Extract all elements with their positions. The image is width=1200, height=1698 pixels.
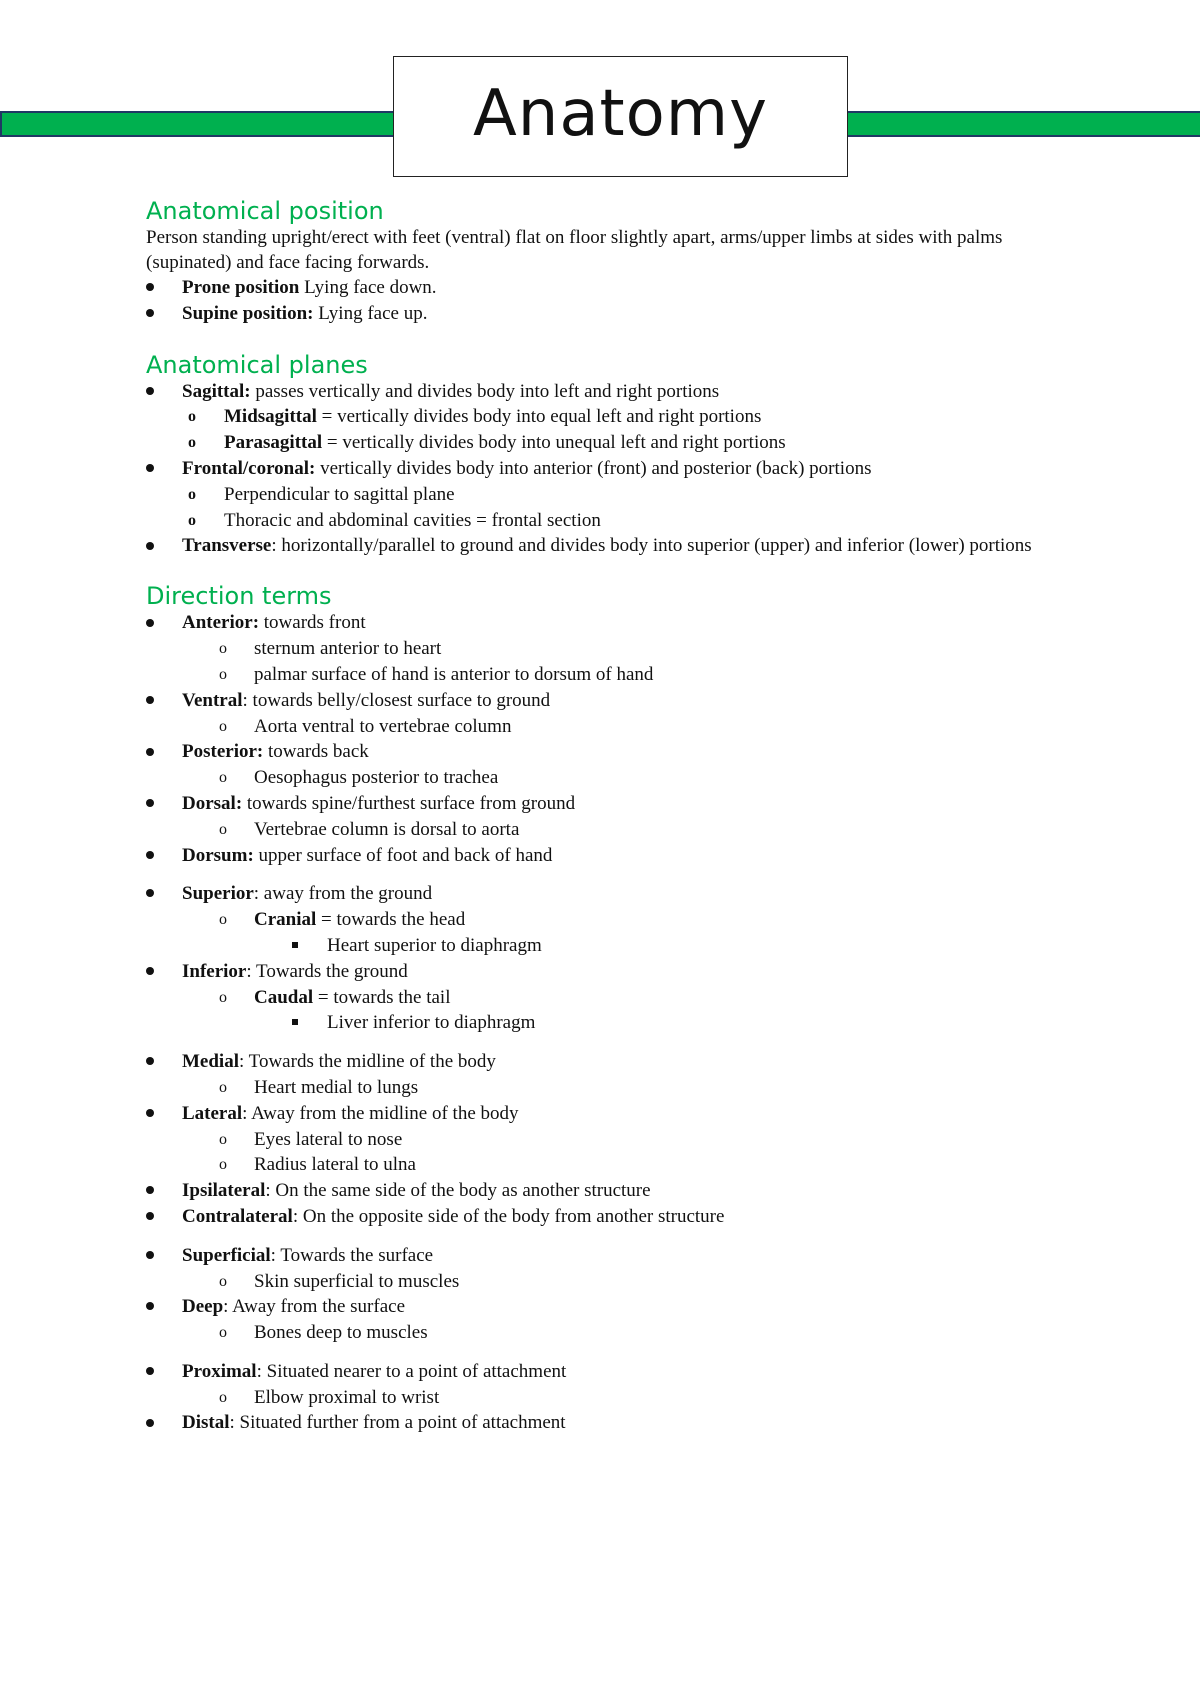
circle-bullet-icon: o xyxy=(219,769,227,787)
bullet-icon xyxy=(146,1178,160,1203)
circle-bullet-icon: o xyxy=(219,717,227,735)
bullet-icon xyxy=(146,843,160,868)
bullet-icon xyxy=(146,739,160,764)
bullet-list xyxy=(146,1359,1066,1436)
sub-list-item: o Vertebrae column is dorsal to aorta xyxy=(219,818,520,840)
list-item: Proximal: Situated nearer to a point of attachment xyxy=(146,1359,1066,1385)
list-item: Lateral: Away from the midline of the body xyxy=(146,1101,1066,1127)
bullet-list xyxy=(146,1049,1066,1230)
circle-bullet-icon: o xyxy=(188,485,196,503)
bullet-icon xyxy=(146,301,160,326)
circle-bullet-icon: o xyxy=(219,1324,227,1342)
bullet-list xyxy=(146,1243,1066,1346)
list-item: Inferior: Towards the ground xyxy=(146,959,1066,985)
section-heading-direction-terms: Direction terms xyxy=(146,582,332,611)
sub-list-item: o palmar surface of hand is anterior to dorsum of hand xyxy=(219,663,654,685)
list-item: Contralateral: On the opposite side of the body from another structure xyxy=(146,1204,1066,1230)
list-item: Dorsum: upper surface of foot and back of hand xyxy=(146,843,1066,869)
bullet-icon xyxy=(146,456,160,481)
bullet-icon xyxy=(146,533,160,558)
list-item: Distal: Situated further from a point of attachment xyxy=(146,1410,1066,1436)
sub-list-item: o Midsagittal = vertically divides body into equal left and right portions xyxy=(188,406,762,428)
bullet-icon xyxy=(146,1049,160,1074)
header-bar-left xyxy=(0,111,395,137)
bullet-list xyxy=(146,379,1066,559)
bullet-icon xyxy=(146,1243,160,1268)
list-item: Posterior: towards back xyxy=(146,739,1066,765)
bullet-icon xyxy=(146,1101,160,1126)
circle-bullet-icon: o xyxy=(219,820,227,838)
list-item: Prone position Lying face down. xyxy=(146,275,1066,301)
circle-bullet-icon: o xyxy=(219,1388,227,1406)
list-item: Medial: Towards the midline of the body xyxy=(146,1049,1066,1075)
list-item: Superior: away from the ground xyxy=(146,881,1066,907)
bullet-icon xyxy=(146,610,160,635)
sub-list-item: o sternum anterior to heart xyxy=(219,638,442,660)
list-item: Frontal/coronal: vertically divides body into anterior (front) and posterior (back) portions xyxy=(146,456,1066,482)
circle-bullet-icon: o xyxy=(219,640,227,658)
bullet-icon xyxy=(146,1359,160,1384)
sub-list-item: o Bones deep to muscles xyxy=(219,1322,428,1344)
list-item: Anterior: towards front xyxy=(146,610,1066,636)
section-heading-anatomical-position: Anatomical position xyxy=(146,197,384,225)
list-item: Ipsilateral: On the same side of the body as another structure xyxy=(146,1178,1066,1204)
bullet-icon xyxy=(146,1204,160,1229)
bullet-icon xyxy=(146,379,160,404)
square-bullet-icon xyxy=(292,1010,298,1035)
list-item: Supine position: Lying face up. xyxy=(146,301,1066,327)
sub-list-item: o Skin superficial to muscles xyxy=(219,1270,460,1292)
bullet-icon xyxy=(146,688,160,713)
bullet-list xyxy=(146,610,1066,868)
bullet-icon xyxy=(146,959,160,984)
sub-list-item: o Radius lateral to ulna xyxy=(219,1154,416,1176)
section-heading-anatomical-planes: Anatomical planes xyxy=(146,350,368,379)
list-item: Superficial: Towards the surface xyxy=(146,1243,1066,1269)
sub-list-item: o Parasagittal = vertically divides body into unequal left and right portions xyxy=(188,432,786,454)
sub-sub-list-item: Heart superior to diaphragm xyxy=(146,933,1066,959)
circle-bullet-icon: o xyxy=(219,1078,227,1096)
sub-list-item: o Thoracic and abdominal cavities = frontal section xyxy=(188,509,601,531)
square-bullet-icon xyxy=(292,933,298,958)
sub-list-item: o Eyes lateral to nose xyxy=(219,1128,403,1150)
document-body xyxy=(146,197,1066,1436)
bullet-icon xyxy=(146,791,160,816)
bullet-icon xyxy=(146,1294,160,1319)
sub-list-item: o Elbow proximal to wrist xyxy=(219,1386,440,1408)
sub-list-item: o Aorta ventral to vertebrae column xyxy=(219,715,512,737)
list-item: Dorsal: towards spine/furthest surface from ground xyxy=(146,791,1066,817)
circle-bullet-icon: o xyxy=(219,1272,227,1290)
bullet-list xyxy=(146,275,1066,327)
circle-bullet-icon: o xyxy=(188,434,196,452)
page-title: Anatomy xyxy=(472,76,769,151)
list-item: Deep: Away from the surface xyxy=(146,1294,1066,1320)
bullet-icon xyxy=(146,1410,160,1435)
section-paragraph: Person standing upright/erect with feet (ventral) flat on floor slightly apart, arms/upper limbs at sides with palms (supinated) and face facing forwards. xyxy=(146,227,1003,273)
list-item: Transverse: horizontally/parallel to ground and divides body into superior (upper) and inferior (lower) portions xyxy=(146,533,1066,558)
circle-bullet-icon: o xyxy=(219,988,227,1006)
circle-bullet-icon: o xyxy=(219,1156,227,1174)
circle-bullet-icon: o xyxy=(188,511,196,529)
circle-bullet-icon: o xyxy=(188,408,196,426)
title-box xyxy=(393,56,848,177)
sub-list-item: o Oesophagus posterior to trachea xyxy=(219,767,499,789)
sub-list-item: o Cranial = towards the head xyxy=(219,909,466,931)
list-item: Sagittal: passes vertically and divides body into left and right portions xyxy=(146,379,1066,405)
bullet-icon xyxy=(146,275,160,300)
header-bar-right xyxy=(846,111,1200,137)
circle-bullet-icon: o xyxy=(219,1130,227,1148)
bullet-icon xyxy=(146,881,160,906)
sub-list-item: o Perpendicular to sagittal plane xyxy=(188,483,455,505)
list-item: Ventral: towards belly/closest surface to ground xyxy=(146,688,1066,714)
sub-list-item: o Heart medial to lungs xyxy=(219,1076,419,1098)
sub-list-item: o Caudal = towards the tail xyxy=(219,986,451,1008)
sub-sub-list-item: Liver inferior to diaphragm xyxy=(146,1010,1066,1036)
circle-bullet-icon: o xyxy=(219,665,227,683)
circle-bullet-icon: o xyxy=(219,911,227,929)
bullet-list xyxy=(146,881,1066,1036)
